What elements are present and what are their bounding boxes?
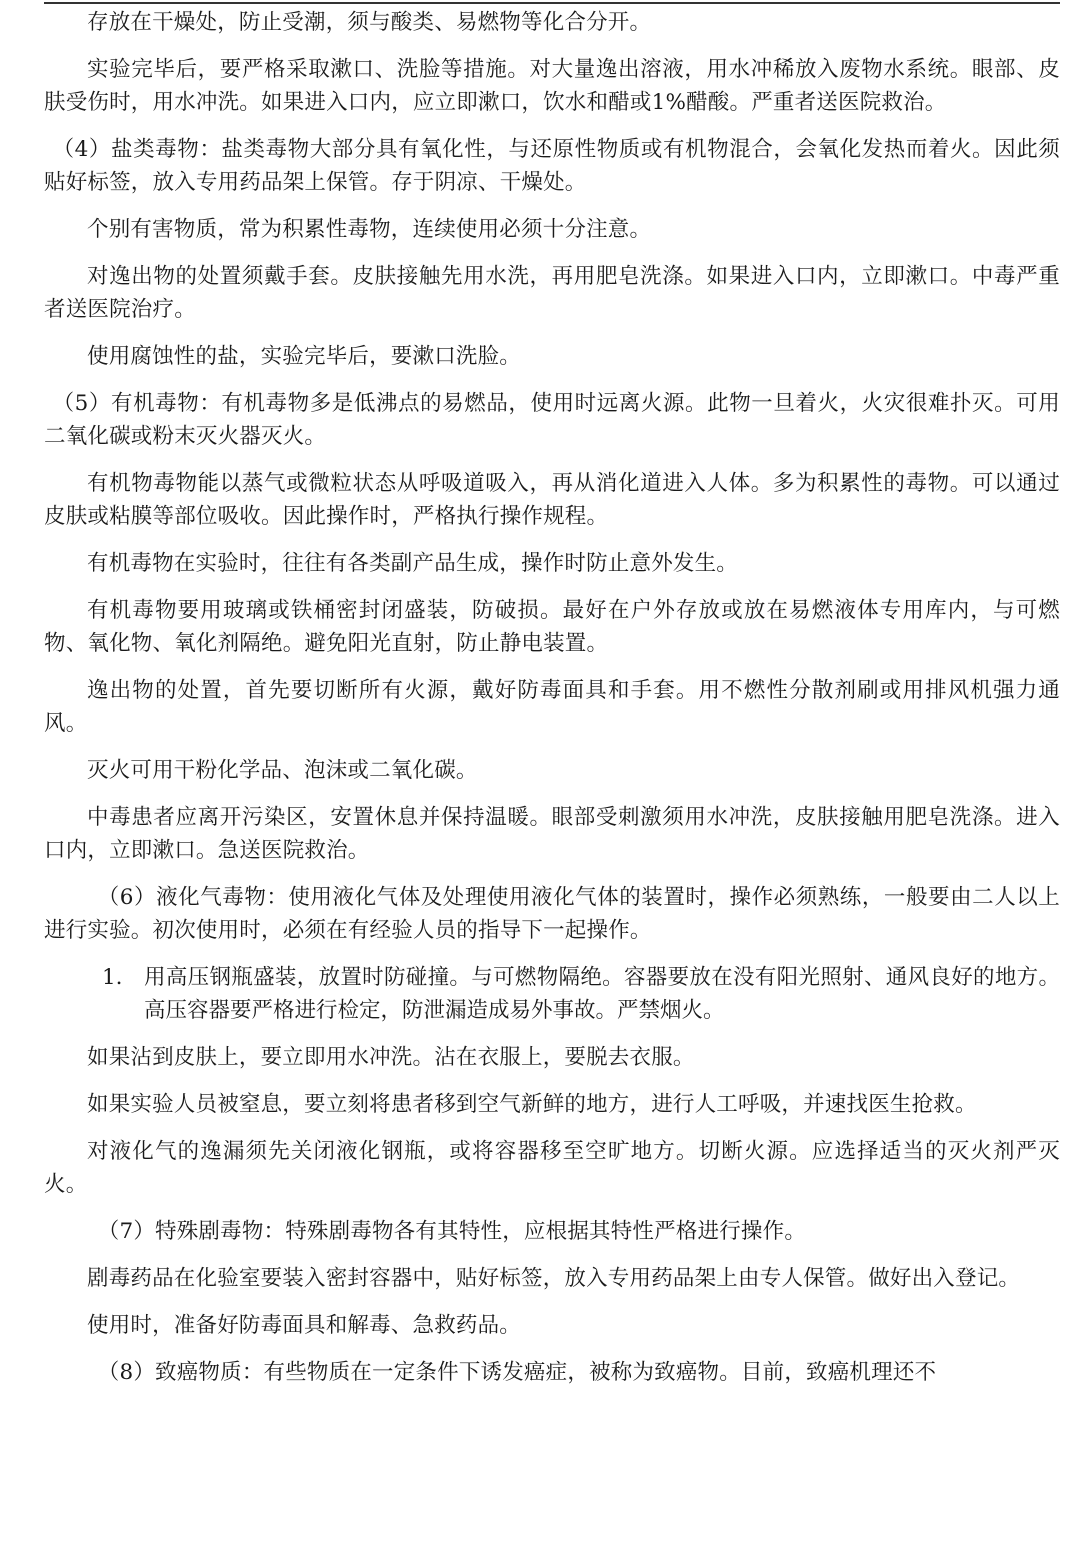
paragraph: 有机物毒物能以蒸气或微粒状态从呼吸道吸入，再从消化道进入人体。多为积累性的毒物。可以通过皮肤或粘膜等部位吸收。因此操作时，严格执行操作规程。 bbox=[44, 471, 1060, 529]
paragraph: 剧毒药品在化验室要装入密封容器中，贴好标签，放入专用药品架上由专人保管。做好出入登记。 bbox=[87, 1266, 1021, 1291]
paragraph: 个别有害物质，常为积累性毒物，连续使用必须十分注意。 bbox=[87, 217, 652, 242]
list-text: 用高压钢瓶盛装，放置时防碰撞。与可燃物隔绝。容器要放在没有阳光照射、通风良好的地方。高压容器要严格进行检定，防泄漏造成易外事故。严禁烟火。 bbox=[144, 965, 1060, 1023]
document-body bbox=[44, 6, 1060, 1403]
paragraph: 有机毒物在实验时，往往有各类副产品生成，操作时防止意外发生。 bbox=[87, 551, 739, 576]
paragraph: 对液化气的逸漏须先关闭液化钢瓶，或将容器移至空旷地方。切断火源。应选择适当的灭火剂严灭火。 bbox=[44, 1139, 1060, 1197]
paragraph: 存放在干燥处，防止受潮，须与酸类、易燃物等化合分开。 bbox=[87, 10, 652, 35]
list-item bbox=[44, 961, 1060, 1027]
paragraph-group bbox=[44, 1041, 1060, 1389]
paragraph: （5）有机毒物：有机毒物多是低沸点的易燃品，使用时远离火源。此物一旦着火，火灾很难扑灭。可用二氧化碳或粉末灭火器灭火。 bbox=[44, 391, 1060, 449]
paragraph: 实验完毕后，要严格采取漱口、洗脸等措施。对大量逸出溶液，用水冲稀放入废物水系统。眼部、皮肤受伤时，用水冲洗。如果进入口内，应立即漱口，饮水和醋或1%醋酸。严重者送医院救治。 bbox=[44, 57, 1060, 115]
top-rule bbox=[44, 2, 1060, 4]
paragraph: （4）盐类毒物：盐类毒物大部分具有氧化性，与还原性物质或有机物混合，会氧化发热而着火。因此须贴好标签，放入专用药品架上保管。存于阴凉、干燥处。 bbox=[44, 137, 1060, 195]
paragraph: 中毒患者应离开污染区，安置休息并保持温暖。眼部受刺激须用水冲洗，皮肤接触用肥皂洗涤。进入口内，立即漱口。急送医院救治。 bbox=[44, 805, 1060, 863]
paragraph: 逸出物的处置，首先要切断所有火源，戴好防毒面具和手套。用不燃性分散剂刷或用排风机强力通风。 bbox=[44, 678, 1060, 736]
paragraph: 如果沾到皮肤上，要立即用水冲洗。沾在衣服上，要脱去衣服。 bbox=[87, 1045, 695, 1070]
paragraph: 使用腐蚀性的盐，实验完毕后，要漱口洗脸。 bbox=[87, 344, 522, 369]
paragraph: 如果实验人员被窒息，要立刻将患者移到空气新鲜的地方，进行人工呼吸，并速找医生抢救。 bbox=[87, 1092, 977, 1117]
list-number: 1. bbox=[102, 965, 123, 990]
paragraph: 有机毒物要用玻璃或铁桶密封闭盛装，防破损。最好在户外存放或放在易燃液体专用库内，与可燃物、氧化物、氧化剂隔绝。避免阳光直射，防止静电装置。 bbox=[44, 598, 1060, 656]
paragraph: （6）液化气毒物：使用液化气体及处理使用液化气体的装置时，操作必须熟练，一般要由二人以上进行实验。初次使用时，必须在有经验人员的指导下一起操作。 bbox=[44, 885, 1060, 943]
paragraph: （8）致癌物质：有些物质在一定条件下诱发癌症，被称为致癌物。目前，致癌机理还不 bbox=[97, 1360, 937, 1385]
paragraph: （7）特殊剧毒物：特殊剧毒物各有其特性，应根据其特性严格进行操作。 bbox=[97, 1219, 807, 1244]
paragraph-group bbox=[44, 6, 1060, 947]
paragraph: 使用时，准备好防毒面具和解毒、急救药品。 bbox=[87, 1313, 522, 1338]
paragraph: 对逸出物的处置须戴手套。皮肤接触先用水洗，再用肥皂洗涤。如果进入口内，立即漱口。中毒严重者送医院治疗。 bbox=[44, 264, 1060, 322]
paragraph: 灭火可用干粉化学品、泡沫或二氧化碳。 bbox=[87, 758, 478, 783]
